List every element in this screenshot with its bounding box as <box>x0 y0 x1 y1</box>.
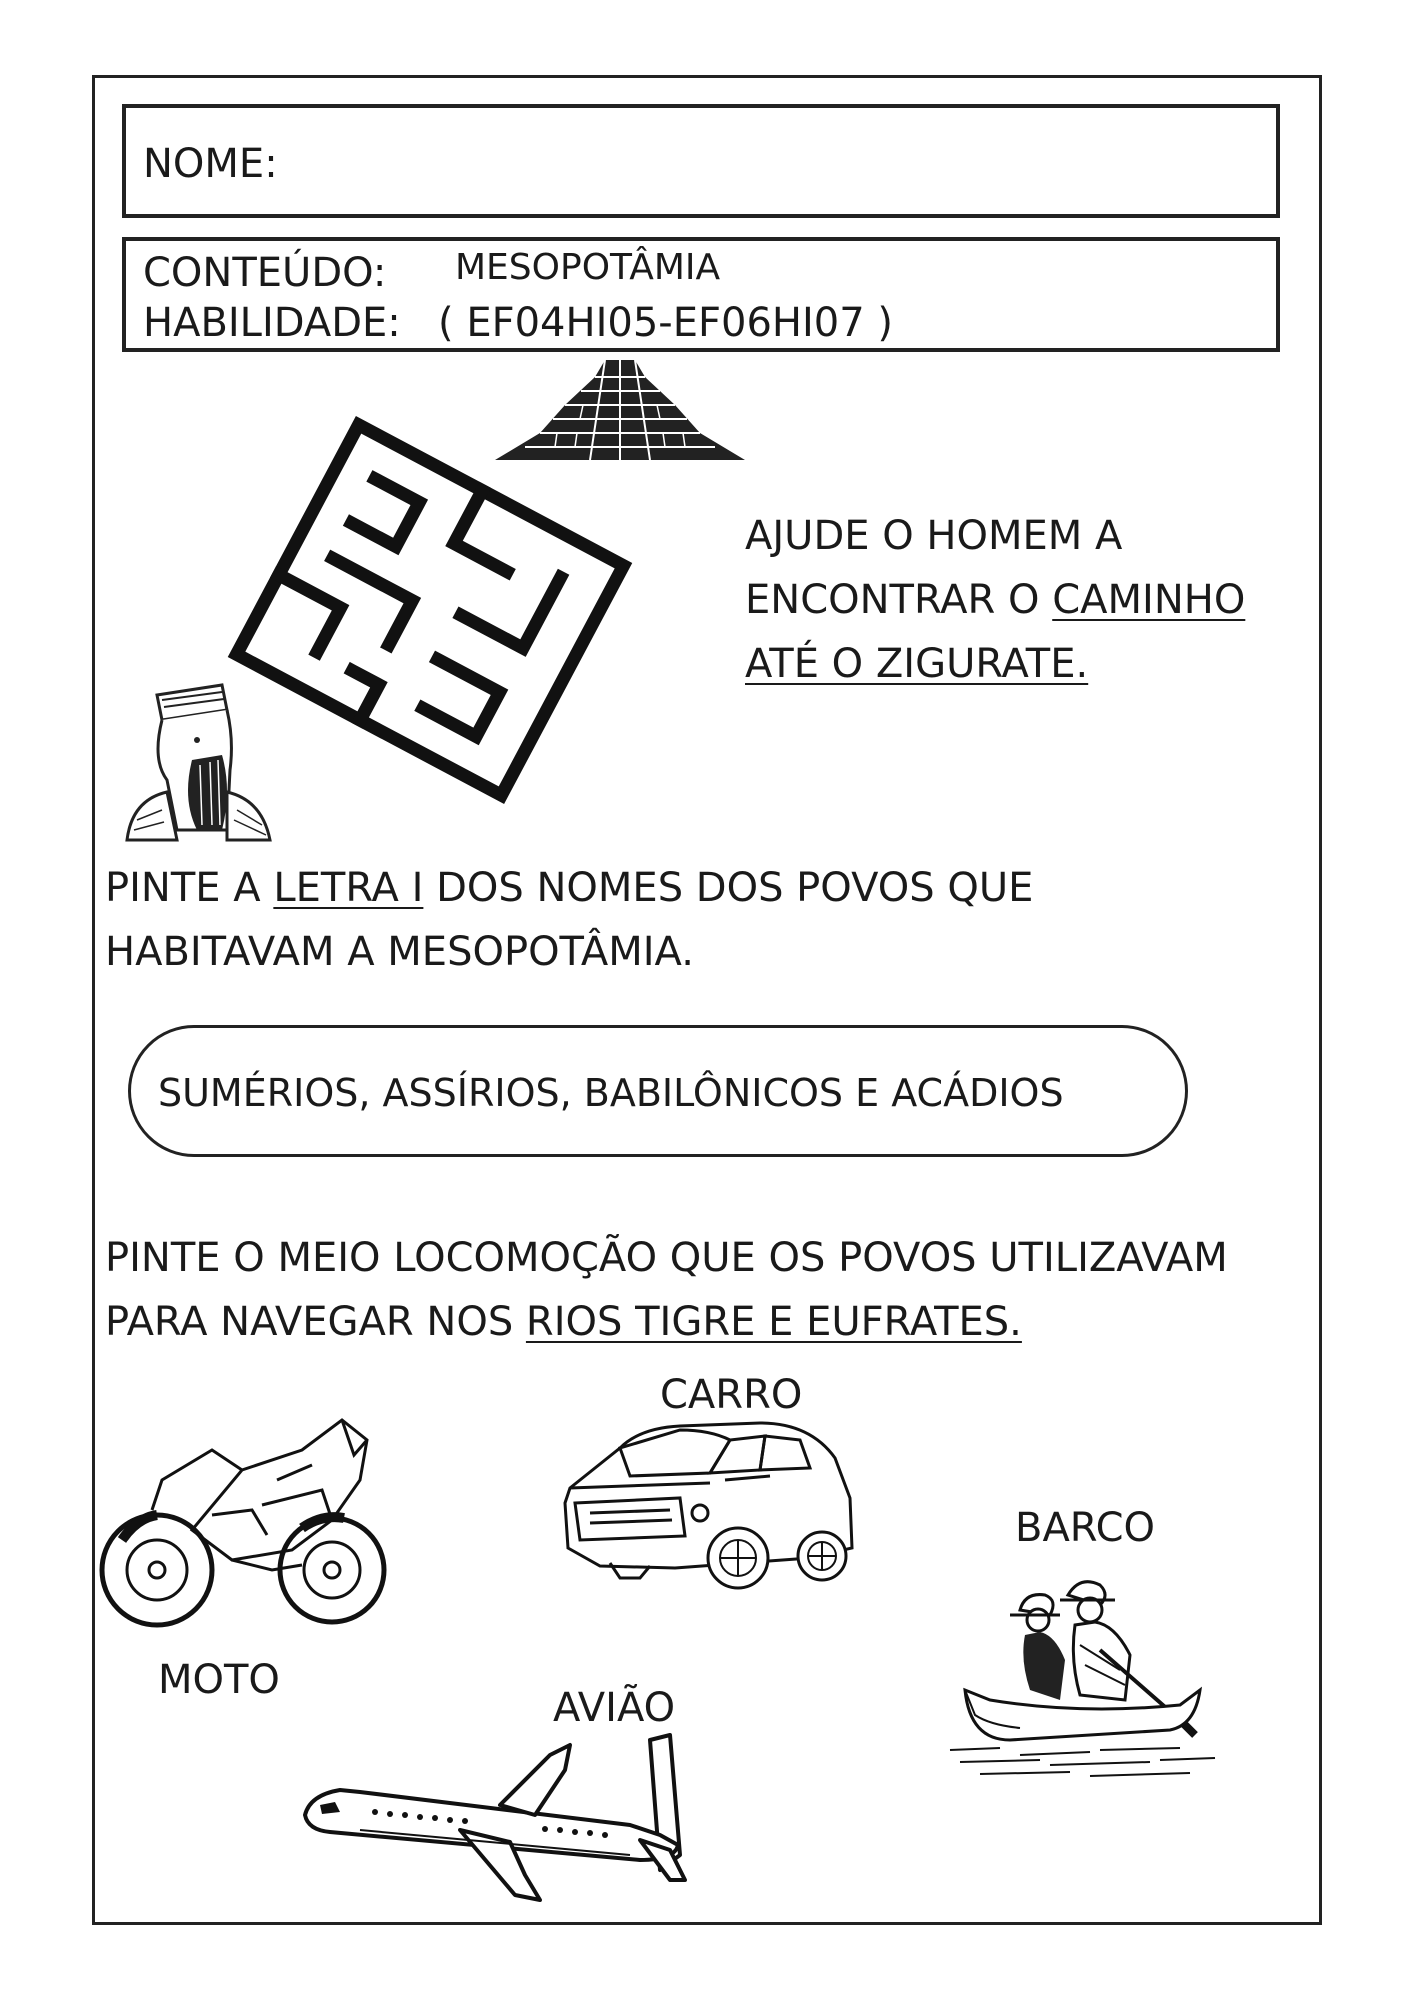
peoples-list[interactable]: SUMÉRIOS, ASSÍRIOS, BABILÔNICOS E ACÁDIOS <box>158 1071 1064 1115</box>
car-icon[interactable] <box>560 1418 860 1593</box>
option-barco-label: BARCO <box>1015 1505 1156 1551</box>
letter-instruction-line1 <box>105 865 1034 911</box>
maze-instruction-line2 <box>745 577 1246 623</box>
motorcycle-icon[interactable] <box>92 1410 392 1635</box>
conteudo-label: CONTEÚDO: <box>143 250 387 296</box>
habilidade-label: HABILIDADE: <box>143 300 401 346</box>
option-aviao-label: AVIÃO <box>553 1685 676 1731</box>
canoe-icon[interactable] <box>950 1570 1220 1785</box>
maze-instruction-line2-prefix: ENCONTRAR O <box>745 577 1053 623</box>
maze-icon[interactable] <box>205 410 655 810</box>
king-icon <box>122 680 272 840</box>
letter-instruction-prefix: PINTE A <box>105 865 274 911</box>
transport-instruction-line2 <box>105 1299 1022 1345</box>
airplane-icon[interactable] <box>300 1730 700 1910</box>
letter-instruction-line2: HABITAVAM A MESOPOTÂMIA. <box>105 929 694 975</box>
transport-instruction-line1: PINTE O MEIO LOCOMOÇÃO QUE OS POVOS UTILIZAVAM <box>105 1235 1228 1281</box>
transport-instruction-prefix: PARA NAVEGAR NOS <box>105 1299 526 1345</box>
maze-instruction-line1: AJUDE O HOMEM A <box>745 513 1123 559</box>
maze-instruction-line3: ATÉ O ZIGURATE. <box>745 641 1089 687</box>
conteudo-value: MESOPOTÂMIA <box>455 247 721 288</box>
letter-instruction-letra-i: LETRA I <box>273 865 424 911</box>
letter-instruction-suffix: DOS NOMES DOS POVOS QUE <box>423 865 1034 911</box>
habilidade-value: ( EF04HI05-EF06HI07 ) <box>438 300 893 346</box>
option-moto-label: MOTO <box>158 1657 280 1703</box>
nome-label: NOME: <box>143 141 278 187</box>
maze-instruction-caminho: CAMINHO <box>1052 577 1246 623</box>
option-carro-label: CARRO <box>660 1372 803 1418</box>
transport-instruction-rivers: RIOS TIGRE E EUFRATES. <box>525 1299 1022 1345</box>
name-box[interactable] <box>122 104 1280 218</box>
